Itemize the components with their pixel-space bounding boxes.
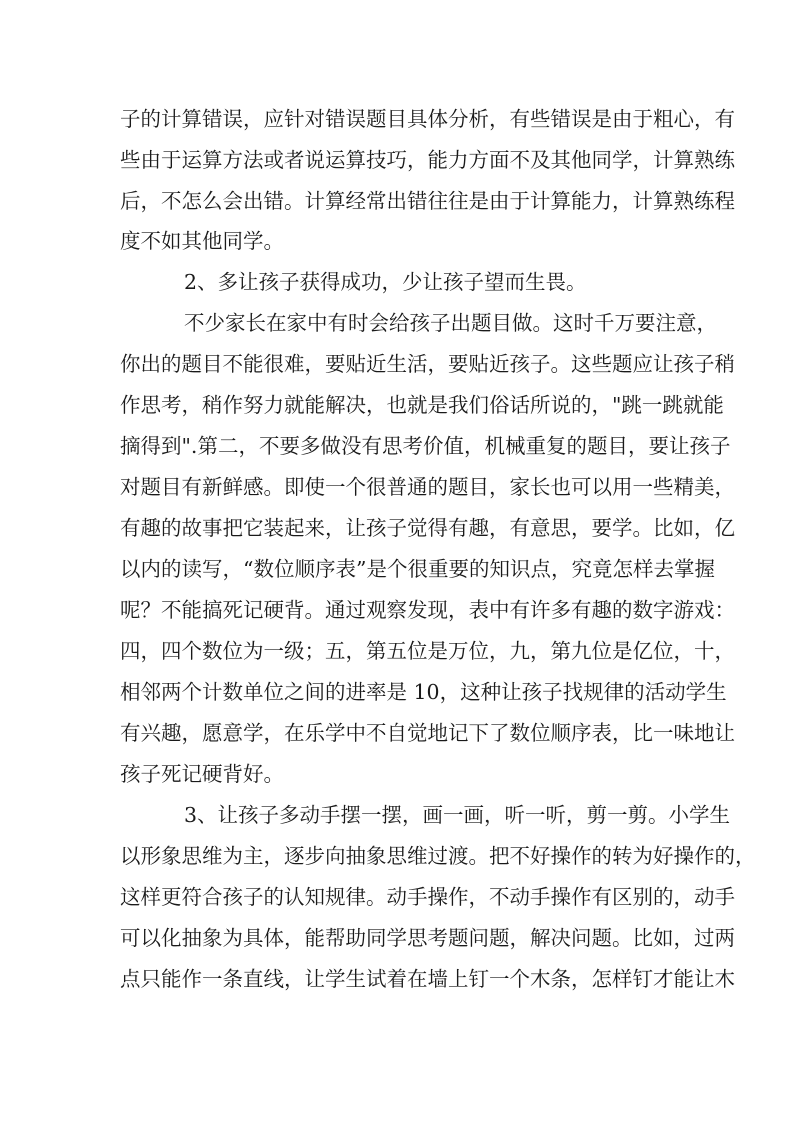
text-line: 点只能作一条直线，让学生试着在墙上钉一个木条，怎样钉才能让木 <box>120 967 735 991</box>
text-line: 不少家长在家中有时会给孩子出题目做。这时千万要注意， <box>184 311 717 335</box>
text-line: 以形象思维为主，逐步向抽象思维过渡。把不好操作的转为好操作的， <box>120 844 756 868</box>
text-line: 作思考，稍作努力就能解决，也就是我们俗话所说的，"跳一跳就能 <box>120 393 724 417</box>
text-line: 孩子死记硬背好。 <box>120 762 284 786</box>
text-line: 有趣的故事把它装起来，让孩子觉得有趣，有意思，要学。比如，亿 <box>120 516 735 540</box>
text-line: 有兴趣，愿意学，在乐学中不自觉地记下了数位顺序表，比一味地让 <box>120 721 735 745</box>
text-line: 你出的题目不能很难，要贴近生活，要贴近孩子。这些题应让孩子稍 <box>120 352 735 376</box>
text-line: 以内的读写，“数位顺序表”是个很重要的知识点，究竟怎样去掌握 <box>120 557 715 581</box>
text-line: 对题目有新鲜感。即使一个很普通的题目，家长也可以用一些精美， <box>120 475 735 499</box>
text-line: 呢？不能搞死记硬背。通过观察发现，表中有许多有趣的数字游戏： <box>120 598 735 622</box>
text-line: 四，四个数位为一级；五，第五位是万位，九，第九位是亿位，十， <box>120 639 735 663</box>
text-line: 子的计算错误，应针对错误题目具体分析，有些错误是由于粗心，有 <box>120 107 735 131</box>
text-line: 可以化抽象为具体，能帮助同学思考题问题，解决问题。比如，过两 <box>120 926 735 950</box>
text-line: 这样更符合孩子的认知规律。动手操作，不动手操作有区别的，动手 <box>120 885 735 909</box>
text-line: 些由于运算方法或者说运算技巧，能力方面不及其他同学，计算熟练 <box>120 148 735 172</box>
section-heading: 2、多让孩子获得成功，少让孩子望而生畏。 <box>184 270 587 294</box>
text-line: 后，不怎么会出错。计算经常出错往往是由于计算能力，计算熟练程 <box>120 189 735 213</box>
text-line: 相邻两个计数单位之间的进率是 10，这种让孩子找规律的活动学生 <box>120 680 727 704</box>
text-line: 摘得到".第二，不要多做没有思考价值，机械重复的题目，要让孩子 <box>120 434 731 458</box>
section-heading: 3、让孩子多动手摆一摆，画一画，听一听，剪一剪。小学生 <box>184 803 731 827</box>
text-line: 度不如其他同学。 <box>120 229 284 253</box>
